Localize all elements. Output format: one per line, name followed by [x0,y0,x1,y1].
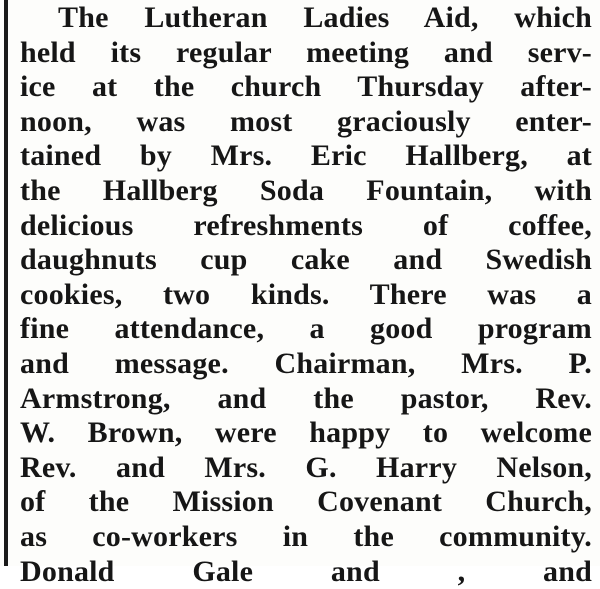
article-line: fine attendance, a good program [20,312,592,346]
article-line: daughnuts cup cake and Swedish [20,243,592,277]
article-line: W. Brown, were happy to welcome [20,416,592,450]
article-line: Armstrong, and the pastor, Rev. [20,381,592,415]
article-line: Rev. and Mrs. G. Harry Nelson, [20,450,592,484]
cut-off-line: Donald Gale and , and [20,554,592,588]
article-line: of the Mission Covenant Church, [20,485,592,519]
article-line: as co-workers in the community. [20,519,592,553]
article-line: and message. Chairman, Mrs. P. [20,346,592,380]
article-line: delicious refreshments of coffee, [20,208,592,242]
article-line: noon, was most graciously enter- [20,104,592,138]
article-line: held its regular meeting and serv- [20,35,592,69]
article-line: tained by Mrs. Eric Hallberg, at [20,139,592,173]
article-paragraph [20,1,592,588]
column-rule [4,0,8,566]
article-line: cookies, two kinds. There was a [20,277,592,311]
article-line: The Lutheran Ladies Aid, which [58,1,592,34]
article-line: ice at the church Thursday after- [20,70,592,104]
article-line: the Hallberg Soda Fountain, with [20,173,592,207]
